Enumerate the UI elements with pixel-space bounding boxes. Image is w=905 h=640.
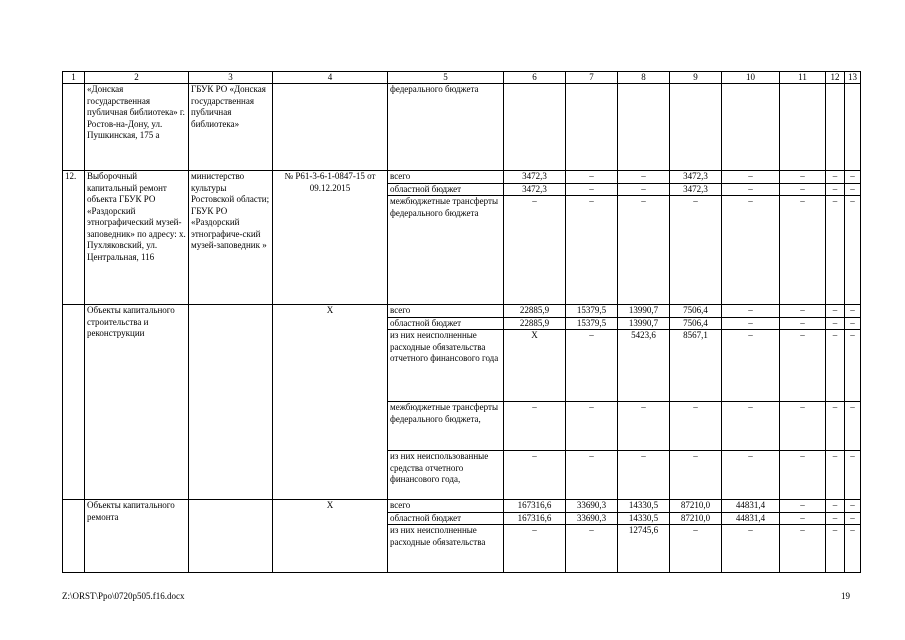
value-cell: – (845, 305, 861, 318)
row-number (63, 305, 85, 500)
value-cell: – (826, 196, 845, 305)
budget-table (62, 71, 861, 573)
organization: ГБУК РО «Донская государственная публичная библиотека» (189, 84, 273, 171)
value-cell: 167316,6 (504, 512, 566, 525)
value-cell: – (845, 330, 861, 402)
value-cell: – (780, 512, 826, 525)
column-header: 12 (826, 72, 845, 84)
value-cell: 22885,9 (504, 305, 566, 318)
value-cell: 44831,4 (722, 500, 780, 513)
value-cell: 3472,3 (670, 183, 722, 196)
table-cell (780, 84, 826, 171)
value-cell: – (826, 171, 845, 184)
table-row (63, 305, 861, 318)
value-cell: – (780, 183, 826, 196)
object-name: Объекты капитального ремонта (85, 500, 189, 573)
value-cell: 5423,6 (618, 330, 670, 402)
value-cell: 87210,0 (670, 512, 722, 525)
value-cell: 13990,7 (618, 305, 670, 318)
funding-source: федерального бюджета (388, 84, 504, 171)
value-cell: – (780, 330, 826, 402)
value-cell: – (670, 451, 722, 500)
table-cell (63, 84, 85, 171)
value-cell: – (826, 330, 845, 402)
value-cell: – (845, 171, 861, 184)
value-cell: – (722, 171, 780, 184)
value-cell: – (845, 512, 861, 525)
value-cell: 13990,7 (618, 317, 670, 330)
column-header: 1 (63, 72, 85, 84)
value-cell: – (826, 305, 845, 318)
organization (189, 500, 273, 573)
value-cell: – (722, 317, 780, 330)
value-cell: – (845, 451, 861, 500)
table-row (63, 171, 861, 184)
row-number (63, 500, 85, 573)
value-cell: – (670, 196, 722, 305)
funding-source: межбюджетные трансферты федерального бюджета, (388, 402, 504, 451)
value-cell: – (826, 500, 845, 513)
table-cell (273, 84, 388, 171)
column-header: 9 (670, 72, 722, 84)
value-cell: – (780, 500, 826, 513)
funding-source: всего (388, 500, 504, 513)
value-cell: – (618, 402, 670, 451)
value-cell: – (826, 183, 845, 196)
value-cell: 7506,4 (670, 317, 722, 330)
column-header: 11 (780, 72, 826, 84)
value-cell: – (722, 330, 780, 402)
column-header: 6 (504, 72, 566, 84)
value-cell: – (826, 525, 845, 573)
funding-source: всего (388, 305, 504, 318)
value-cell: – (618, 451, 670, 500)
column-header: 5 (388, 72, 504, 84)
value-cell: – (566, 183, 618, 196)
funding-source: всего (388, 171, 504, 184)
column-header: 13 (845, 72, 861, 84)
value-cell: 22885,9 (504, 317, 566, 330)
value-cell: 14330,5 (618, 512, 670, 525)
value-cell: – (826, 512, 845, 525)
organization: министерство культуры Ростовской области; ГБУК РО «Раздорский этнографиче-ский музей-заповедник » (189, 171, 273, 305)
column-header: 7 (566, 72, 618, 84)
value-cell: – (826, 402, 845, 451)
file-path: Z:\ORST\Ppo\0720p505.f16.docx (62, 591, 185, 601)
value-cell: – (566, 171, 618, 184)
value-cell: – (670, 402, 722, 451)
funding-source: межбюджетные трансферты федерального бюджета (388, 196, 504, 305)
table-cell (826, 84, 845, 171)
value-cell: – (780, 451, 826, 500)
value-cell: 87210,0 (670, 500, 722, 513)
value-cell: 3472,3 (504, 171, 566, 184)
value-cell: – (566, 330, 618, 402)
value-cell: 7506,4 (670, 305, 722, 318)
header-row (63, 72, 861, 84)
table-cell (504, 84, 566, 171)
funding-source: из них неисполненные расходные обязательства отчетного финансового года (388, 330, 504, 402)
value-cell: – (722, 525, 780, 573)
funding-source: областной бюджет (388, 512, 504, 525)
value-cell: – (618, 196, 670, 305)
value-cell: – (504, 525, 566, 573)
table-cell (566, 84, 618, 171)
value-cell: – (504, 196, 566, 305)
value-cell: – (845, 196, 861, 305)
column-header: 4 (273, 72, 388, 84)
value-cell: – (845, 500, 861, 513)
value-cell: – (670, 525, 722, 573)
column-header: 8 (618, 72, 670, 84)
value-cell: 3472,3 (670, 171, 722, 184)
document-ref: X (273, 305, 388, 500)
value-cell: 33690,3 (566, 512, 618, 525)
value-cell: 8567,1 (670, 330, 722, 402)
value-cell: – (722, 305, 780, 318)
object-name: «Донская государственная публичная библиотека» г. Ростов-на-Дону, ул. Пушкинская, 175 а (85, 84, 189, 171)
table-row (63, 500, 861, 513)
funding-source: областной бюджет (388, 317, 504, 330)
value-cell: 14330,5 (618, 500, 670, 513)
column-header: 3 (189, 72, 273, 84)
value-cell: – (780, 317, 826, 330)
funding-source: областной бюджет (388, 183, 504, 196)
value-cell: 15379,5 (566, 317, 618, 330)
value-cell: – (566, 525, 618, 573)
table-row (63, 84, 861, 171)
value-cell: – (780, 402, 826, 451)
value-cell: – (826, 317, 845, 330)
value-cell: 33690,3 (566, 500, 618, 513)
value-cell: – (722, 451, 780, 500)
value-cell: – (566, 451, 618, 500)
value-cell: – (845, 183, 861, 196)
value-cell: – (780, 171, 826, 184)
value-cell: – (845, 525, 861, 573)
value-cell: – (618, 183, 670, 196)
table-cell (670, 84, 722, 171)
value-cell: – (722, 183, 780, 196)
value-cell: 12745,6 (618, 525, 670, 573)
value-cell: 15379,5 (566, 305, 618, 318)
value-cell: – (722, 402, 780, 451)
column-header: 10 (722, 72, 780, 84)
value-cell: – (566, 196, 618, 305)
document-ref: X (273, 500, 388, 573)
value-cell: – (826, 451, 845, 500)
value-cell: – (504, 451, 566, 500)
table-cell (722, 84, 780, 171)
value-cell: – (618, 171, 670, 184)
value-cell: 167316,6 (504, 500, 566, 513)
table-cell (618, 84, 670, 171)
object-name: Объекты капитального строительства и реконструкции (85, 305, 189, 500)
document-ref: № Р61-3-6-1-0847-15 от 09.12.2015 (273, 171, 388, 305)
row-number: 12. (63, 171, 85, 305)
value-cell: – (566, 402, 618, 451)
value-cell: – (780, 196, 826, 305)
value-cell: – (780, 305, 826, 318)
column-header: 2 (85, 72, 189, 84)
value-cell: X (504, 330, 566, 402)
object-name: Выборочный капитальный ремонт объекта ГБУК РО «Раздорский этнографический музей-заповедник» по адресу: х. Пухляковский, ул. Центральная, 116 (85, 171, 189, 305)
funding-source: из них неисполненные расходные обязательства (388, 525, 504, 573)
value-cell: – (845, 317, 861, 330)
value-cell: – (504, 402, 566, 451)
value-cell: – (780, 525, 826, 573)
table-cell (845, 84, 861, 171)
funding-source: из них неиспользованные средства отчетного финансового года, (388, 451, 504, 500)
page-number: 19 (841, 591, 850, 601)
value-cell: 44831,4 (722, 512, 780, 525)
value-cell: – (722, 196, 780, 305)
value-cell: 3472,3 (504, 183, 566, 196)
value-cell: – (845, 402, 861, 451)
organization (189, 305, 273, 500)
